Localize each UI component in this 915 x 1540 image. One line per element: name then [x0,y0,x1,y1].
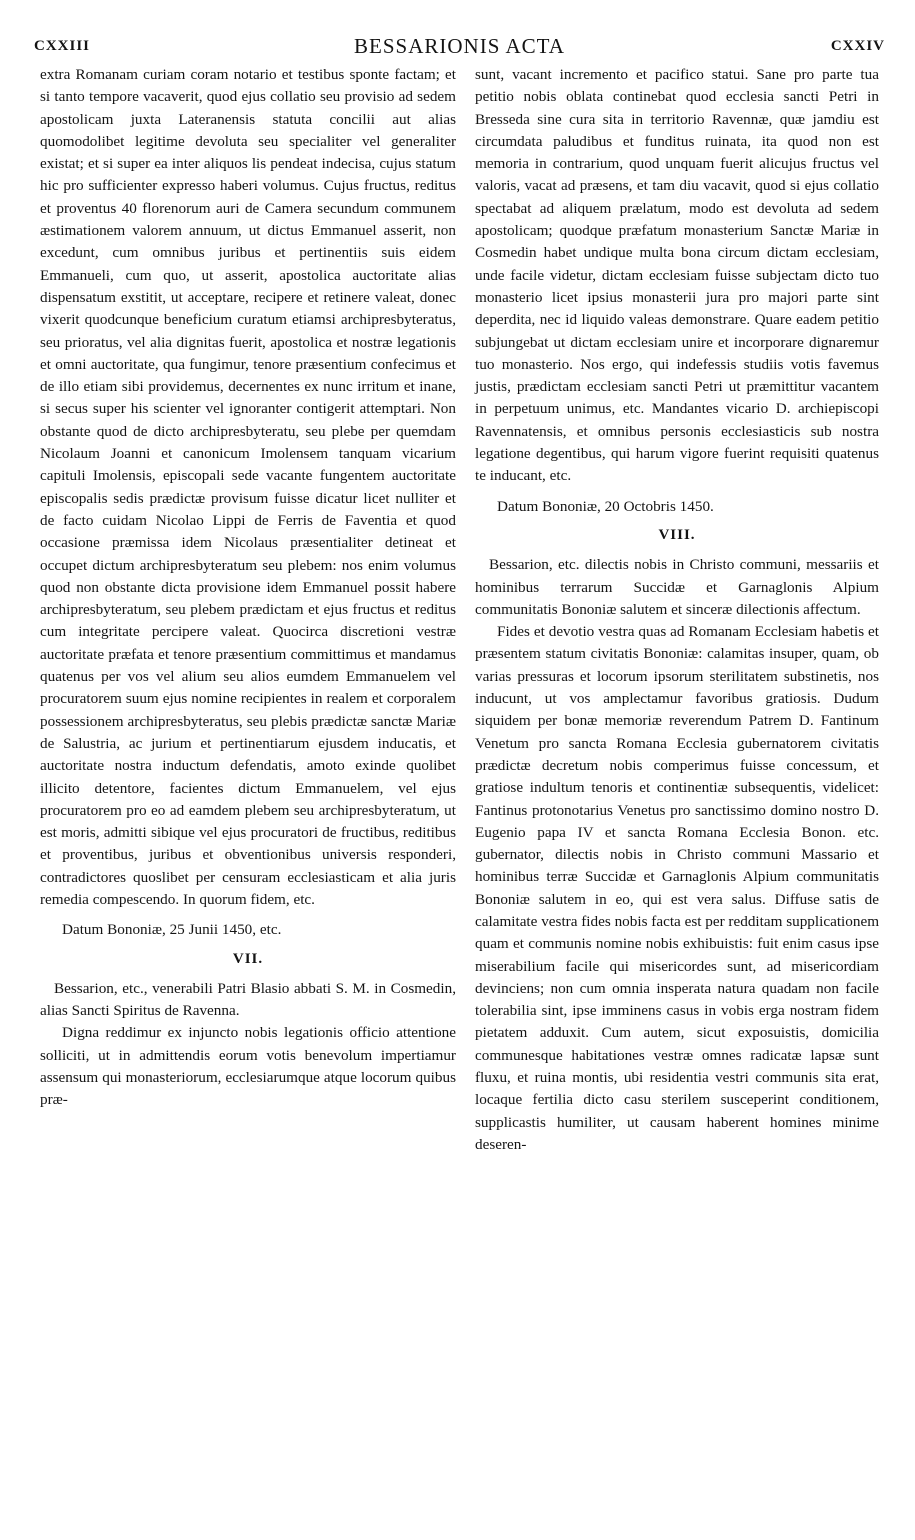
page-number-left: CXXIII [34,38,91,54]
running-title: BESSARIONIS ACTA [354,34,565,58]
paragraph: Fides et devotio vestra quas ad Romanam Ecclesiam habetis et præsentem statum civitatis Bononiæ: calamitas insuper, quam, ob varias pressuras et locorum ipsorum sterilitatem substinetis, nos inducunt, ut vos amplectamur favoribus gratiosis. Dudum siquidem per bonæ memoriæ reverendum Patrem D. Fantinum Venetum pro sancta Romana Ecclesia gubernatorem civitatis prædictæ decretum nobis comperimus fuisse concessum, et gratiose indultum tenoris et continentiæ subsequentis, videlicet: Fantinus protonotarius Venetus pro sanctissimo domino nostro D. Eugenio papa IV et sancta Romana Ecclesia Bonon. etc. gubernator, dilectis nobis in Christo communi Massario et hominibus terræ Succidæ et Garnaglonis Alpium communitatis Bononiæ salutem in eo, qui est vera salus. Diffuse satis de calamitate vestra fides nobis facta est per redditam supplicationem quam et communis nomine nobis exhibuistis: fuit enim casus ipse miserabilium facile qui misericordes sunt, ad misericordiam devinciens; non cum omnia insperata natura quadam non facile tolerabilia sint, ipse imminens casus in vobis erga nostram fidem pietatem adduxit. Cum autem, sicut exposuistis, domicilia communesque habitationes vestræ omnes radicatæ lapsæ sunt fluxu, et ruina montis, ubi residentia vestri communis sita erat, locaque fertilia dicto casu sterilem susceperint conditionem, supplicastis humiliter, ut causam haberent homines minime deseren- [475,623,880,1153]
right-column [475,64,879,1156]
page-number-right: CXXIV [830,38,885,54]
date-line: Datum Bononiæ, 20 Octobris 1450. [497,497,714,515]
date-line: Datum Bononiæ, 25 Junii 1450, etc. [62,921,282,939]
section-number: VII. [232,950,264,967]
paragraph-continued: sunt, vacant incremento et pacifico statui. Sane pro parte tua petitio nobis oblata continebat quod ecclesia sancti Petri in Bresseda sine cura sita in territorio Ravennæ, quæ jamdiu est circumdata paludibus et funditus ruinata, ita quod non est memoria in contrarium, quod unquam fuerit alicujus fructus vel valoris, vacat ad præsens, et tam diu vacavit, quod si ejus collatio spectabat ad aliquem prælatum, modo est devoluta ad sedem apostolicam; quodque præfatum monasterium Sanctæ Mariæ in Cosmedin habet undique multa bona circum dictam ecclesiam, unde facile videtur, dictam ecclesiam fuisse subjectam dicto tuo monasterio licet ipsius monasterii jura pro majori parte sint deperdita, nec id liquido valeas demonstrare. Quare eadem petitio subjungebat ut dictam ecclesiam unire et incorporare dignaremur tuo monasterio. Nos ergo, qui indefessis studiis votis favemus justis, prædictam ecclesiam sancti Petri ut præmittitur vacantem in perpetuum unimus, etc. Mandantes vicario D. archiepiscopi Ravennatensis, et omnibus personis ecclesiasticis sub nostra legatione degentibus, qui harum vigore fuerint requisiti quatenus te inducant, etc. [475,66,879,485]
letter-address: Bessarion, etc., venerabili Patri Blasio abbati S. M. in Cosmedin, alias Sancti Spiritus de Ravenna. [40,979,456,1020]
paragraph: Digna reddimur ex injuncto nobis legationis officio attentione solliciti, ut in admittendis eorum votis benevolum impertiamur assensum qui monasteriorum, ecclesiarumque atque locorum quibus præ- [40,1024,456,1109]
section-number: VIII. [658,526,696,543]
running-header [34,34,885,64]
paragraph-continued: extra Romanam curiam coram notario et testibus sponte factam; et si tanto tempore vacaverit, quod ejus collatio seu provisio ad sedem apostolicam juxta Lateranensis statuta concilii aut alias quomodolibet legitime devoluta seu specialiter vel generaliter existat; et si super ea inter aliquos lis pendeat indecisa, cujus statum hic pro sufficienter expresso haberi volumus. Cujus fructus, reditus et proventus 40 florenorum auri de Camera secundum communem æstimationem valorem annuum, ut dictus Emmanuel asserit, non excedunt, cum omnibus juribus et pertinentiis suis eidem Emmanueli, cum quo, ut asserit, apostolica auctoritate alias dispensatum exstitit, ut acceptare, recipere et retinere valeat, donec vixerit quodcunque beneficium curatum etiamsi archipresbyteratus, seu prioratus, vel alia dignitas fuerit, apostolica et nostræ legationis et omni auctoritate, qua fungimur, tenore præsentium confecimus et de illo etiam sibi providemus, decernentes ex nunc irritum et inane, si secus super his scienter vel ignoranter contigerit attemptari. Non obstante quod de dicto archipresbyteratu, seu plebe per quemdam Nicolaum Joanni et canonicum Imolensem tanquam vicarium capituli Imolensis, episcopali sede vacante fungentem auctoritate episcopalis sedis prædictæ provisum fuisse dicatur licet nulliter et de facto cuidam Nicolao Lippi de Ferris de Faventia et quod occasione præmissa idem Nicolaus præsentialiter detineat et occupet dictum archipresbyteratum seu plebem: nos enim volumus quod non obstante dicta provisione idem Emmanuel possit habere archipresbyteratum, seu plebem prædictam et ejus fructus et reditus cum integritate percipere valeat. Quocirca discretioni vestræ auctoritate præfata et tenore præsentium committimus et mandamus quatenus per vos vel alium seu alios eumdem Emmanuelem vel procuratorem suum ejus nomine recipientes in realem et corporalem possessionem archipresbyteratus, seu plebis prædictæ sanctæ Mariæ de Salustria, ac jurium et pertinentiarum ejusdem inducatis, et auctoritate nostra inductum defendatis, amoto exinde quolibet illicito detentore, facientes dictum Emmanuelem, vel ejus procuratorem pro eo ad eamdem plebem seu archipresbyteratum, ut est moris, admitti sibique vel ejus procuratori de fructibus, reditibus et proventibus, juribus et obventionibus universis responderi, contradictores quoslibet per censuram ecclesiasticam et alia juris remedia compescendo. In quorum fidem, etc. [40,66,456,908]
letter-address: Bessarion, etc. dilectis nobis in Christo communi, messariis et hominibus terrarum Succidæ et Garnaglonis Alpium communitatis Bononiæ salutem et sinceræ dilectionis affectum. [475,556,879,618]
left-column [40,64,456,1112]
